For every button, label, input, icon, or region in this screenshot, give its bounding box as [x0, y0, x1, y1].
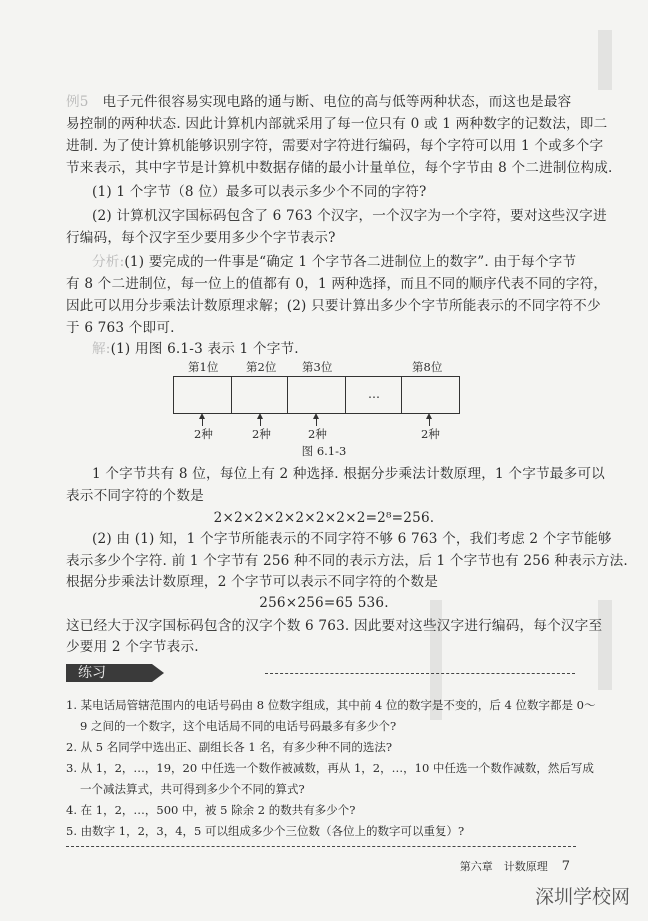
bit-box	[287, 376, 346, 414]
solution-text: 这已经大于汉字国标码包含的汉字个数 6 763. 因此要对这些汉字进行编码，每个汉字至	[66, 618, 603, 634]
arrow-up-icon	[260, 415, 261, 426]
exercise-heading: 练习	[66, 664, 152, 682]
solution-text: 表示多少个字符. 前 1 个字节有 256 种不同的表示方法，后 1 个字节也有 256 种表示方法.	[66, 553, 628, 569]
analysis-line: 因此可以用分步乘法计数原理求解；(2) 只要计算出多少个字节所能表示的不同字符不少	[66, 298, 601, 314]
dashed-divider	[66, 846, 576, 847]
example-line: 节来表示，其中字节是计算机中数据存储的最小计量单位，每个字节由 8 个二进制位构成.	[66, 160, 613, 176]
example-label: 例5	[66, 94, 89, 110]
choice-label: 2种	[252, 427, 271, 441]
arrow-up-icon	[202, 415, 203, 426]
question-2-cont: 行编码，每个汉字至少要用多少个字节表示?	[66, 230, 336, 246]
exercise-item: 5. 由数字 1，2，3，4，5 可以组成多少个三位数（各位上的数字可以重复）?	[66, 824, 465, 838]
analysis-line: 于 6 763 个即可.	[66, 320, 175, 336]
bit-box	[231, 376, 288, 414]
exercise-item-cont: 9 之间的一个数字，这个电话局不同的电话号码最多有多少个?	[80, 719, 397, 733]
exercise-item: 3. 从 1，2，…，19，20 中任选一个数作被减数，再从 1，2，…，10 中任选一个数作减数，然后写成	[66, 761, 594, 775]
bit-label: 第3位	[302, 360, 333, 374]
page-footer	[460, 858, 570, 874]
example-line: 进制. 为了使计算机能够识别字符，需要对字符进行编码，每个字符可以用 1 个或多个字	[66, 138, 604, 154]
bit-label: 第1位	[188, 360, 219, 374]
equation-2: 256×256=65 536.	[259, 595, 389, 611]
exercise-item-cont: 一个减法算式，共可得到多少个不同的算式?	[80, 782, 305, 796]
arrow-up-icon	[316, 415, 317, 426]
analysis-line: 有 8 个二进制位，每一位上的值都有 0，1 两种选择，而且不同的顺序代表不同的字符，	[66, 276, 608, 292]
bit-box-ellipsis: …	[345, 376, 402, 414]
solution-intro: 解:(1) 用图 6.1-3 表示 1 个字节.	[92, 341, 299, 357]
bit-label: 第8位	[412, 360, 443, 374]
scan-artifact	[598, 600, 612, 690]
choice-label: 2种	[194, 427, 213, 441]
scan-artifact	[598, 30, 612, 90]
solution-text: (2) 由 (1) 知，1 个字节所能表示的不同字符不够 6 763 个，我们考虑 2 个字节能够	[92, 531, 612, 547]
solution-text: 少要用 2 个字节表示.	[66, 639, 199, 655]
arrow-up-icon	[429, 415, 430, 426]
example-line: 例5 电子元件很容易实现电路的通与断、电位的高与低等两种状态，而这也是最容	[66, 94, 572, 110]
analysis-line: 分析:(1) 要完成的一件事是“确定 1 个字节各二进制位上的数字”. 由于每个字节	[92, 254, 577, 270]
choice-label: 2种	[421, 427, 440, 441]
solution-text: 根据分步乘法计数原理，2 个字节可以表示不同字符的个数是	[66, 574, 439, 590]
solution-text: 1 个字节共有 8 位，每位上有 2 种选择. 根据分步乘法计数原理，1 个字节最多可以	[92, 466, 605, 482]
solution-text: 表示不同字符的个数是	[66, 488, 204, 504]
figure-caption: 图 6.1-3	[301, 444, 347, 458]
page-number: 7	[561, 859, 570, 874]
exercise-item: 4. 在 1，2，…，500 中，被 5 除余 2 的数共有多少个?	[66, 803, 356, 817]
question-1: (1) 1 个字节（8 位）最多可以表示多少个不同的字符?	[92, 184, 427, 200]
bit-box	[173, 376, 232, 414]
bit-box	[401, 376, 460, 414]
equation-1: 2×2×2×2×2×2×2×2=2⁸=256.	[213, 510, 435, 526]
analysis-label: 分析:	[92, 254, 125, 270]
watermark: 深圳学校网	[534, 886, 630, 908]
exercise-item: 2. 从 5 名同学中选出正、副组长各 1 名，有多少种不同的选法?	[66, 740, 393, 754]
exercise-item: 1. 某电话局管辖范围内的电话号码由 8 位数字组成，其中前 4 位的数字是不变的，后 4 位数字都是 0～	[66, 698, 596, 712]
solution-label: 解:	[92, 341, 111, 357]
byte-diagram	[0, 360, 648, 460]
chapter-title: 第六章 计数原理	[459, 860, 548, 873]
question-2: (2) 计算机汉字国标码包含了 6 763 个汉字，一个汉字为一个字符，要对这些汉字进	[92, 208, 607, 224]
choice-label: 2种	[308, 427, 327, 441]
example-line: 易控制的两种状态. 因此计算机内部就采用了每一位只有 0 或 1 两种数字的记数法，即二	[66, 116, 608, 132]
bit-label: 第2位	[246, 360, 277, 374]
dashed-divider	[265, 673, 575, 674]
